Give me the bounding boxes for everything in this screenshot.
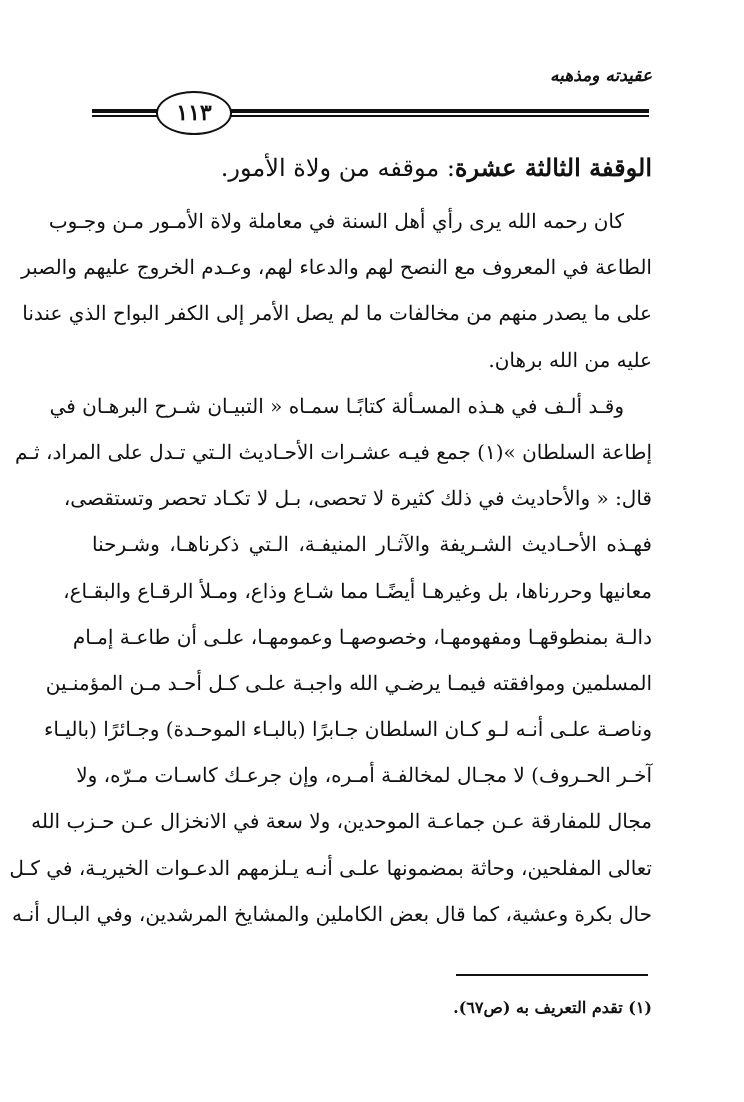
text-line: المسلمين وموافقته فيمـا يرضـي الله واجبـة علـى كـل أحـد مـن المؤمنـين — [45, 670, 652, 695]
text-line: قال: « والأحاديث في ذلك كثيرة لا تحصى، بـل لا تكـاد تحصر وتستقصى، — [63, 486, 652, 511]
section-title-rest: : موقفه من ولاة الأمور. — [220, 154, 455, 182]
text-line: مجال للمفارقة عـن جماعـة الموحدين، ولا سعة في الانخزال عـن حـزب الله — [31, 809, 652, 834]
page-number-badge — [156, 91, 232, 135]
section-title — [92, 150, 652, 186]
text-line: إطاعة السلطان »(١) جمع فيـه عشـرات الأحـاديث الـتي تـدل على المراد، ثـم — [14, 439, 652, 464]
body-text — [9, 198, 652, 937]
text-line: معانيها وحررناها، بل وغيرهـا أيضًـا مما شـاع وذاع، ومـلأ الرقـاع والبقـاع، — [63, 578, 652, 603]
text-line: دالـة بمنطوقهـا ومفهومهـا، وخصوصهـا وعمومهـا، علـى أن طاعـة إمـام — [72, 624, 652, 649]
text-line: وناصـة علـى أنـه لـو كـان السلطان جـابرًا (بالبـاء الموحـدة) وجـائرًا (باليـاء — [43, 717, 652, 742]
text-line: تعالى المفلحين، وحاثة بمضمونها علـى أنـه يـلزمهم الدعـوات الخيريـة، في كـل — [9, 855, 652, 880]
text-line: كان رحمه الله يرى رأي أهل السنة في معاملة ولاة الأمـور مـن وجـوب — [48, 209, 624, 233]
text-line: الطاعة في المعروف مع النصح لهم والدعاء لهم، وعـدم الخروج عليهم والصبر — [21, 255, 652, 280]
footnote-rule — [456, 974, 648, 976]
running-header: عقيدته ومذهبه — [549, 66, 652, 86]
page-number: ١١٣ — [176, 100, 212, 126]
text-line: وقـد ألـف في هـذه المسـألة كتابًـا سمـاه « التبيـان شـرح البرهـان في — [49, 393, 624, 418]
text-line: حال بكرة وعشية، كما قال بعض الكاملين والمشايخ المرشدين، وفي البـال أنـه — [12, 901, 652, 926]
text-line: عليه من الله برهان. — [488, 347, 652, 372]
footnote: (١) تقدم التعريف به (ص٦٧). — [453, 998, 652, 1017]
section-title-bold: الوقفة الثالثة عشرة — [454, 153, 652, 182]
text-line: فهـذه الأحـاديث الشـريفة والآثـار المنيفـة، الـتي ذكرناهـا، وشـرحنا — [92, 532, 652, 557]
text-line: آخـر الحـروف) لا مجـال لمخالفـة أمـره، وإن جرعـك كاسـات مـرّه، ولا — [76, 763, 652, 788]
text-line: على ما يصدر منهم من مخالفات ما لم يصل الأمر إلى الكفر البواح الذي عندنا — [22, 301, 652, 326]
